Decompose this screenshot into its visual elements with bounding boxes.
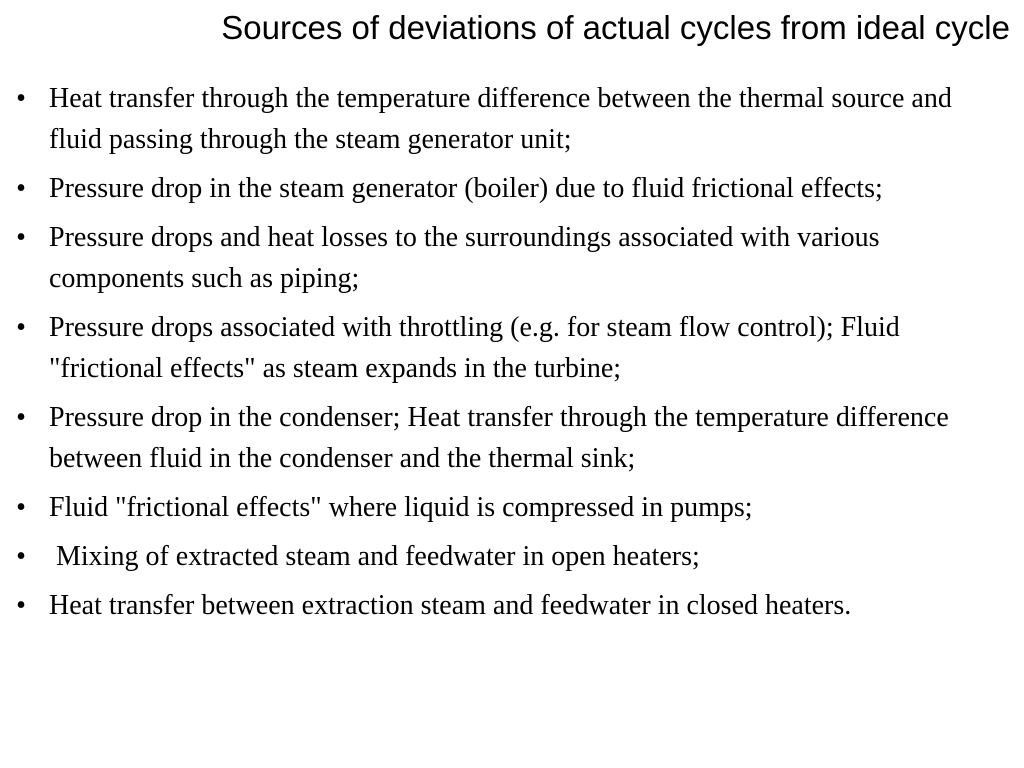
bullet-list	[0, 78, 1024, 634]
bullet-icon: •	[16, 222, 26, 253]
list-item-text: Heat transfer through the temperature difference between the thermal source and fluid passing through the steam generator unit;	[49, 83, 959, 155]
list-item-text: Heat transfer between extraction steam and feedwater in closed heaters.	[49, 590, 852, 621]
list-item-text: Pressure drops and heat losses to the surroundings associated with various components such as piping;	[49, 222, 887, 294]
bullet-icon: •	[16, 492, 26, 523]
bullet-icon: •	[16, 402, 26, 433]
bullet-icon: •	[16, 173, 26, 204]
list-item-text: Mixing of extracted steam and feedwater in open heaters;	[49, 541, 700, 572]
slide-title: Sources of deviations of actual cycles from ideal cycle	[221, 9, 1010, 46]
bullet-icon: •	[16, 590, 26, 621]
bullet-icon: •	[16, 312, 26, 343]
list-item-text: Pressure drop in the steam generator (boiler) due to fluid frictional effects;	[49, 173, 883, 204]
list-item	[0, 307, 1024, 389]
list-item	[0, 168, 1024, 209]
list-item	[0, 487, 1024, 528]
list-item-text: Pressure drop in the condenser; Heat transfer through the temperature difference between fluid in the condenser and the thermal sink;	[49, 402, 956, 474]
list-item	[0, 217, 1024, 299]
list-item	[0, 78, 1024, 160]
list-item	[0, 585, 1024, 626]
list-item	[0, 536, 1024, 577]
bullet-icon: •	[16, 541, 26, 572]
list-item-text: Pressure drops associated with throttling (e.g. for steam flow control); Fluid "frictional effects" as steam expands in the turbine;	[49, 312, 907, 384]
bullet-icon: •	[16, 83, 26, 114]
list-item	[0, 397, 1024, 479]
list-item-text: Fluid "frictional effects" where liquid is compressed in pumps;	[49, 492, 753, 523]
